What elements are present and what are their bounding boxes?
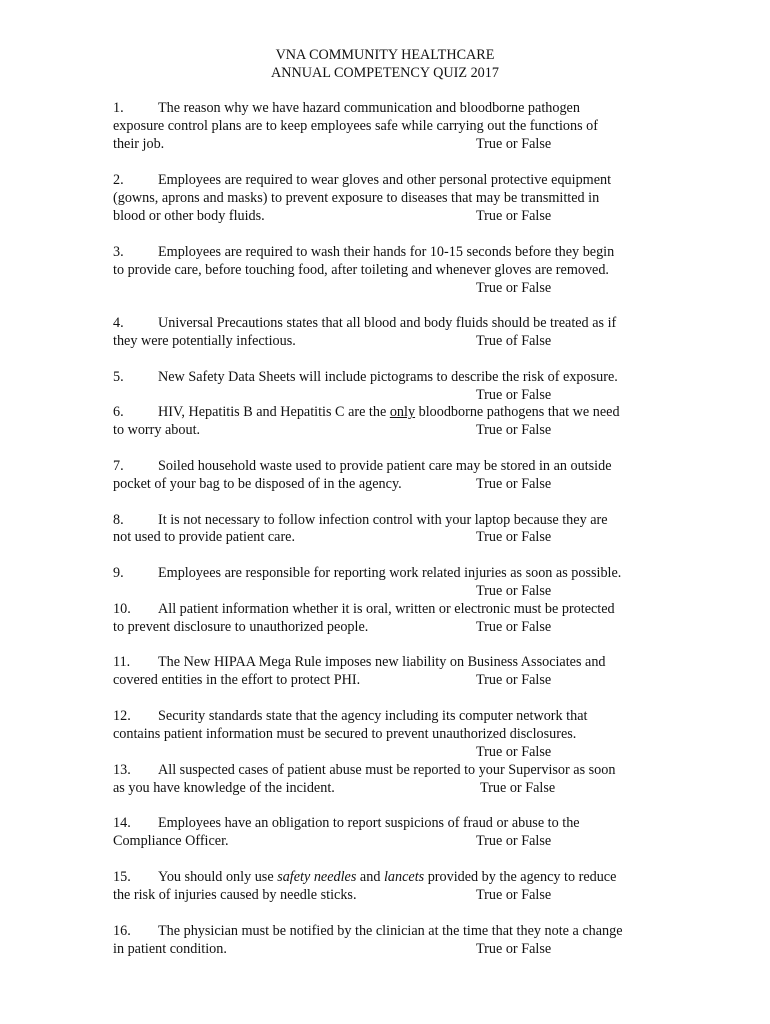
answer-choice: True or False <box>476 887 552 903</box>
question-number: 11. <box>113 654 131 670</box>
question-text: pocket of your bag to be disposed of in the agency. <box>113 476 402 492</box>
question-number: 10. <box>113 601 131 617</box>
question-text: All patient information whether it is oral, written or electronic must be protected <box>158 601 615 617</box>
question-9 <box>113 564 621 582</box>
answer-choice: True or False <box>476 280 552 296</box>
question-1 <box>113 99 580 117</box>
emphasis-text: safety needles <box>277 869 357 885</box>
question-number: 8. <box>113 512 124 528</box>
question-text: The physician must be notified by the clinician at the time that they note a change <box>158 923 623 939</box>
question-16 <box>113 922 623 940</box>
question-14 <box>113 814 580 832</box>
question-number: 2. <box>113 172 124 188</box>
question-text: and <box>356 869 384 885</box>
question-text: Universal Precautions states that all blood and body fluids should be treated as if <box>158 315 617 331</box>
question-3 <box>113 243 614 261</box>
question-number: 14. <box>113 815 131 831</box>
answer-choice: True or False <box>476 422 552 438</box>
question-number: 7. <box>113 458 124 474</box>
question-15 <box>113 868 616 886</box>
question-text: the risk of injuries caused by needle sticks. <box>113 887 357 903</box>
emphasis-text: only <box>389 404 416 420</box>
question-text: You should only use <box>158 869 278 885</box>
question-text: contains patient information must be secured to prevent unauthorized disclosures. <box>113 726 577 742</box>
question-8 <box>113 511 608 529</box>
question-text: blood or other body fluids. <box>113 208 265 224</box>
question-text: It is not necessary to follow infection control with your laptop because they are <box>158 512 608 528</box>
question-11 <box>113 653 606 671</box>
question-text: not used to provide patient care. <box>113 529 296 545</box>
question-number: 4. <box>113 315 124 331</box>
question-text: bloodborne pathogens that we need <box>415 404 620 420</box>
answer-choice: True or False <box>476 136 552 152</box>
question-text: HIV, Hepatitis B and Hepatitis C are the <box>158 404 390 420</box>
question-text: provided by the agency to reduce <box>424 869 617 885</box>
answer-choice: True or False <box>476 941 552 957</box>
answer-choice: True of False <box>476 333 552 349</box>
question-text: New Safety Data Sheets will include pictograms to describe the risk of exposure. <box>158 369 618 385</box>
question-number: 12. <box>113 708 131 724</box>
answer-choice: True or False <box>476 744 552 760</box>
question-7 <box>113 457 612 475</box>
question-number: 15. <box>113 869 131 885</box>
question-text: All suspected cases of patient abuse must be reported to your Supervisor as soon <box>158 762 616 778</box>
answer-choice: True or False <box>476 672 552 688</box>
question-text: to worry about. <box>113 422 201 438</box>
question-text: in patient condition. <box>113 941 227 957</box>
answer-choice: True or False <box>476 833 552 849</box>
question-5 <box>113 368 618 386</box>
question-12 <box>113 707 587 725</box>
answer-choice: True or False <box>476 208 552 224</box>
question-text: (gowns, aprons and masks) to prevent exposure to diseases that may be transmitted in <box>113 190 600 206</box>
answer-choice: True or False <box>480 780 556 796</box>
question-text: Security standards state that the agency including its computer network that <box>158 708 588 724</box>
question-number: 1. <box>113 100 124 116</box>
question-text: The New HIPAA Mega Rule imposes new liability on Business Associates and <box>158 654 606 670</box>
question-10 <box>113 600 615 618</box>
org-name: VNA COMMUNITY HEALTHCARE <box>275 47 495 63</box>
emphasis-text: lancets <box>383 869 425 885</box>
question-number: 13. <box>113 762 131 778</box>
question-number: 16. <box>113 923 131 939</box>
question-text: Compliance Officer. <box>113 833 229 849</box>
question-4 <box>113 314 616 332</box>
question-6 <box>113 403 620 421</box>
question-text: Employees are responsible for reporting work related injuries as soon as possible. <box>158 565 622 581</box>
answer-choice: True or False <box>476 387 552 403</box>
answer-choice: True or False <box>476 619 552 635</box>
question-2 <box>113 171 611 189</box>
question-number: 5. <box>113 369 124 385</box>
question-text: exposure control plans are to keep employees safe while carrying out the functions of <box>113 118 598 134</box>
question-13 <box>113 761 615 779</box>
question-number: 9. <box>113 565 124 581</box>
question-text: Employees are required to wear gloves and other personal protective equipment <box>158 172 612 188</box>
question-text: covered entities in the effort to protect PHI. <box>113 672 361 688</box>
question-text: to prevent disclosure to unauthorized people. <box>113 619 369 635</box>
question-text: Soiled household waste used to provide patient care may be stored in an outside <box>158 458 612 474</box>
question-number: 6. <box>113 404 124 420</box>
question-text: as you have knowledge of the incident. <box>113 780 335 796</box>
question-text: The reason why we have hazard communication and bloodborne pathogen <box>158 100 580 116</box>
answer-choice: True or False <box>476 476 552 492</box>
answer-choice: True or False <box>476 583 552 599</box>
question-text: their job. <box>113 136 165 152</box>
quiz-title: ANNUAL COMPETENCY QUIZ 2017 <box>271 65 499 81</box>
question-text: Employees have an obligation to report suspicions of fraud or abuse to the <box>158 815 580 831</box>
question-number: 3. <box>113 244 124 260</box>
answer-choice: True or False <box>476 529 552 545</box>
question-text: they were potentially infectious. <box>113 333 296 349</box>
question-text: to provide care, before touching food, after toileting and whenever gloves are removed. <box>113 262 609 278</box>
question-text: Employees are required to wash their hands for 10-15 seconds before they begin <box>158 244 615 260</box>
